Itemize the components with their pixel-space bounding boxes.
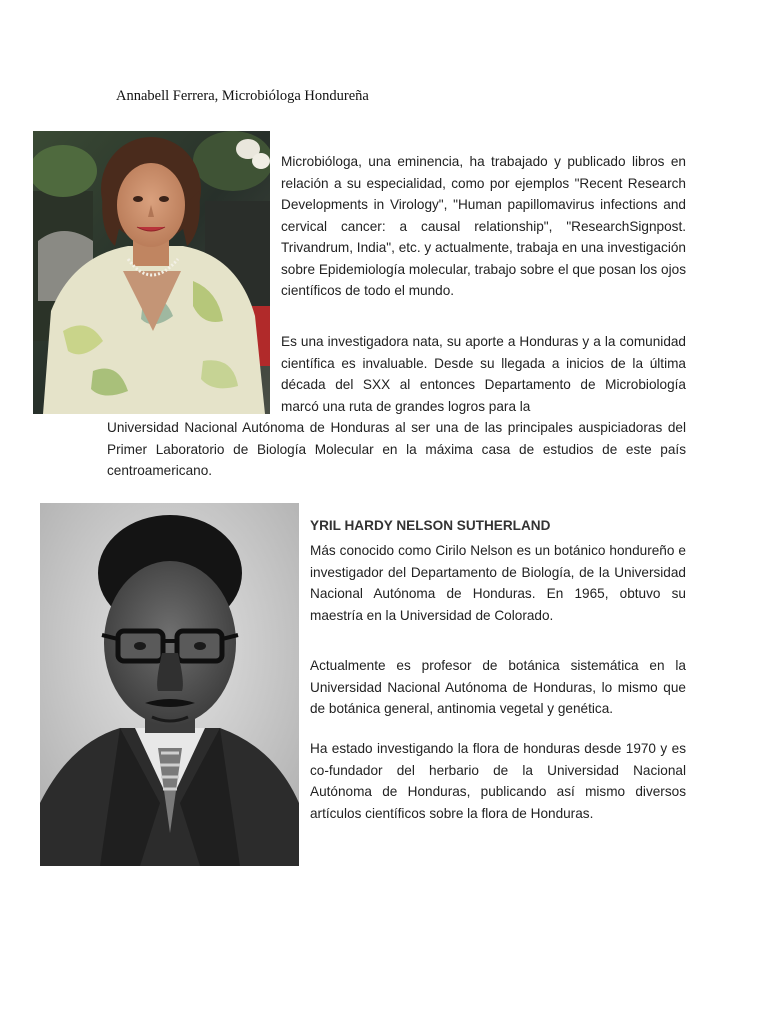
- annabell-paragraph-1: Microbióloga, una eminencia, ha trabajado y publicado libros en relación a su especialidad, como por ejemplos "Recent Research Developments in Virology", "Human papillomavirus infections and cervical cancer: a causal relationship", "ResearchSignpost. Trivandrum, India", etc. y actualmente, trabaja en una investigación sobre Epidemiología molecular, trabajo sobre el que posan los ojos científicos de todo el mundo.: [281, 154, 686, 298]
- cyril-nelson-title: YRIL HARDY NELSON SUTHERLAND: [310, 518, 551, 533]
- cyril-paragraph-3: Ha estado investigando la flora de honduras desde 1970 y es co-fundador del herbario de la Universidad Nacional Autónoma de Honduras, publicando así mismo diversos artículos científicos sobre la flora de Honduras.: [310, 741, 686, 821]
- annabell-heading: Annabell Ferrera, Microbióloga Hondureña: [116, 88, 369, 104]
- cyril-paragraph-1: Más conocido como Cirilo Nelson es un botánico hondureño e investigador del Departamento de Biología, de la Universidad Nacional Autónoma de Honduras. En 1965, obtuvo su maestría en la Universidad de Colorado.: [310, 543, 686, 623]
- annabell-ferrera-photo: [33, 131, 270, 414]
- annabell-paragraph-2-bottom: Universidad Nacional Autónoma de Honduras al ser una de las principales auspiciadoras del Primer Laboratorio de Biología Molecular en la máxima casa de estudios de este país centroamericano.: [107, 420, 686, 478]
- cyril-paragraph-2: Actualmente es profesor de botánica sistemática en la Universidad Nacional Autónoma de Honduras, lo mismo que de botánica general, antinomia vegetal y genética.: [310, 658, 686, 716]
- annabell-paragraph-2-top: Es una investigadora nata, su aporte a Honduras y a la comunidad científica es invaluable. Desde su llegada a inicios de la última década del SXX al entonces Departamento de Microbiología marcó una ruta de grandes logros para la: [281, 334, 686, 414]
- cyril-nelson-photo: [40, 503, 299, 866]
